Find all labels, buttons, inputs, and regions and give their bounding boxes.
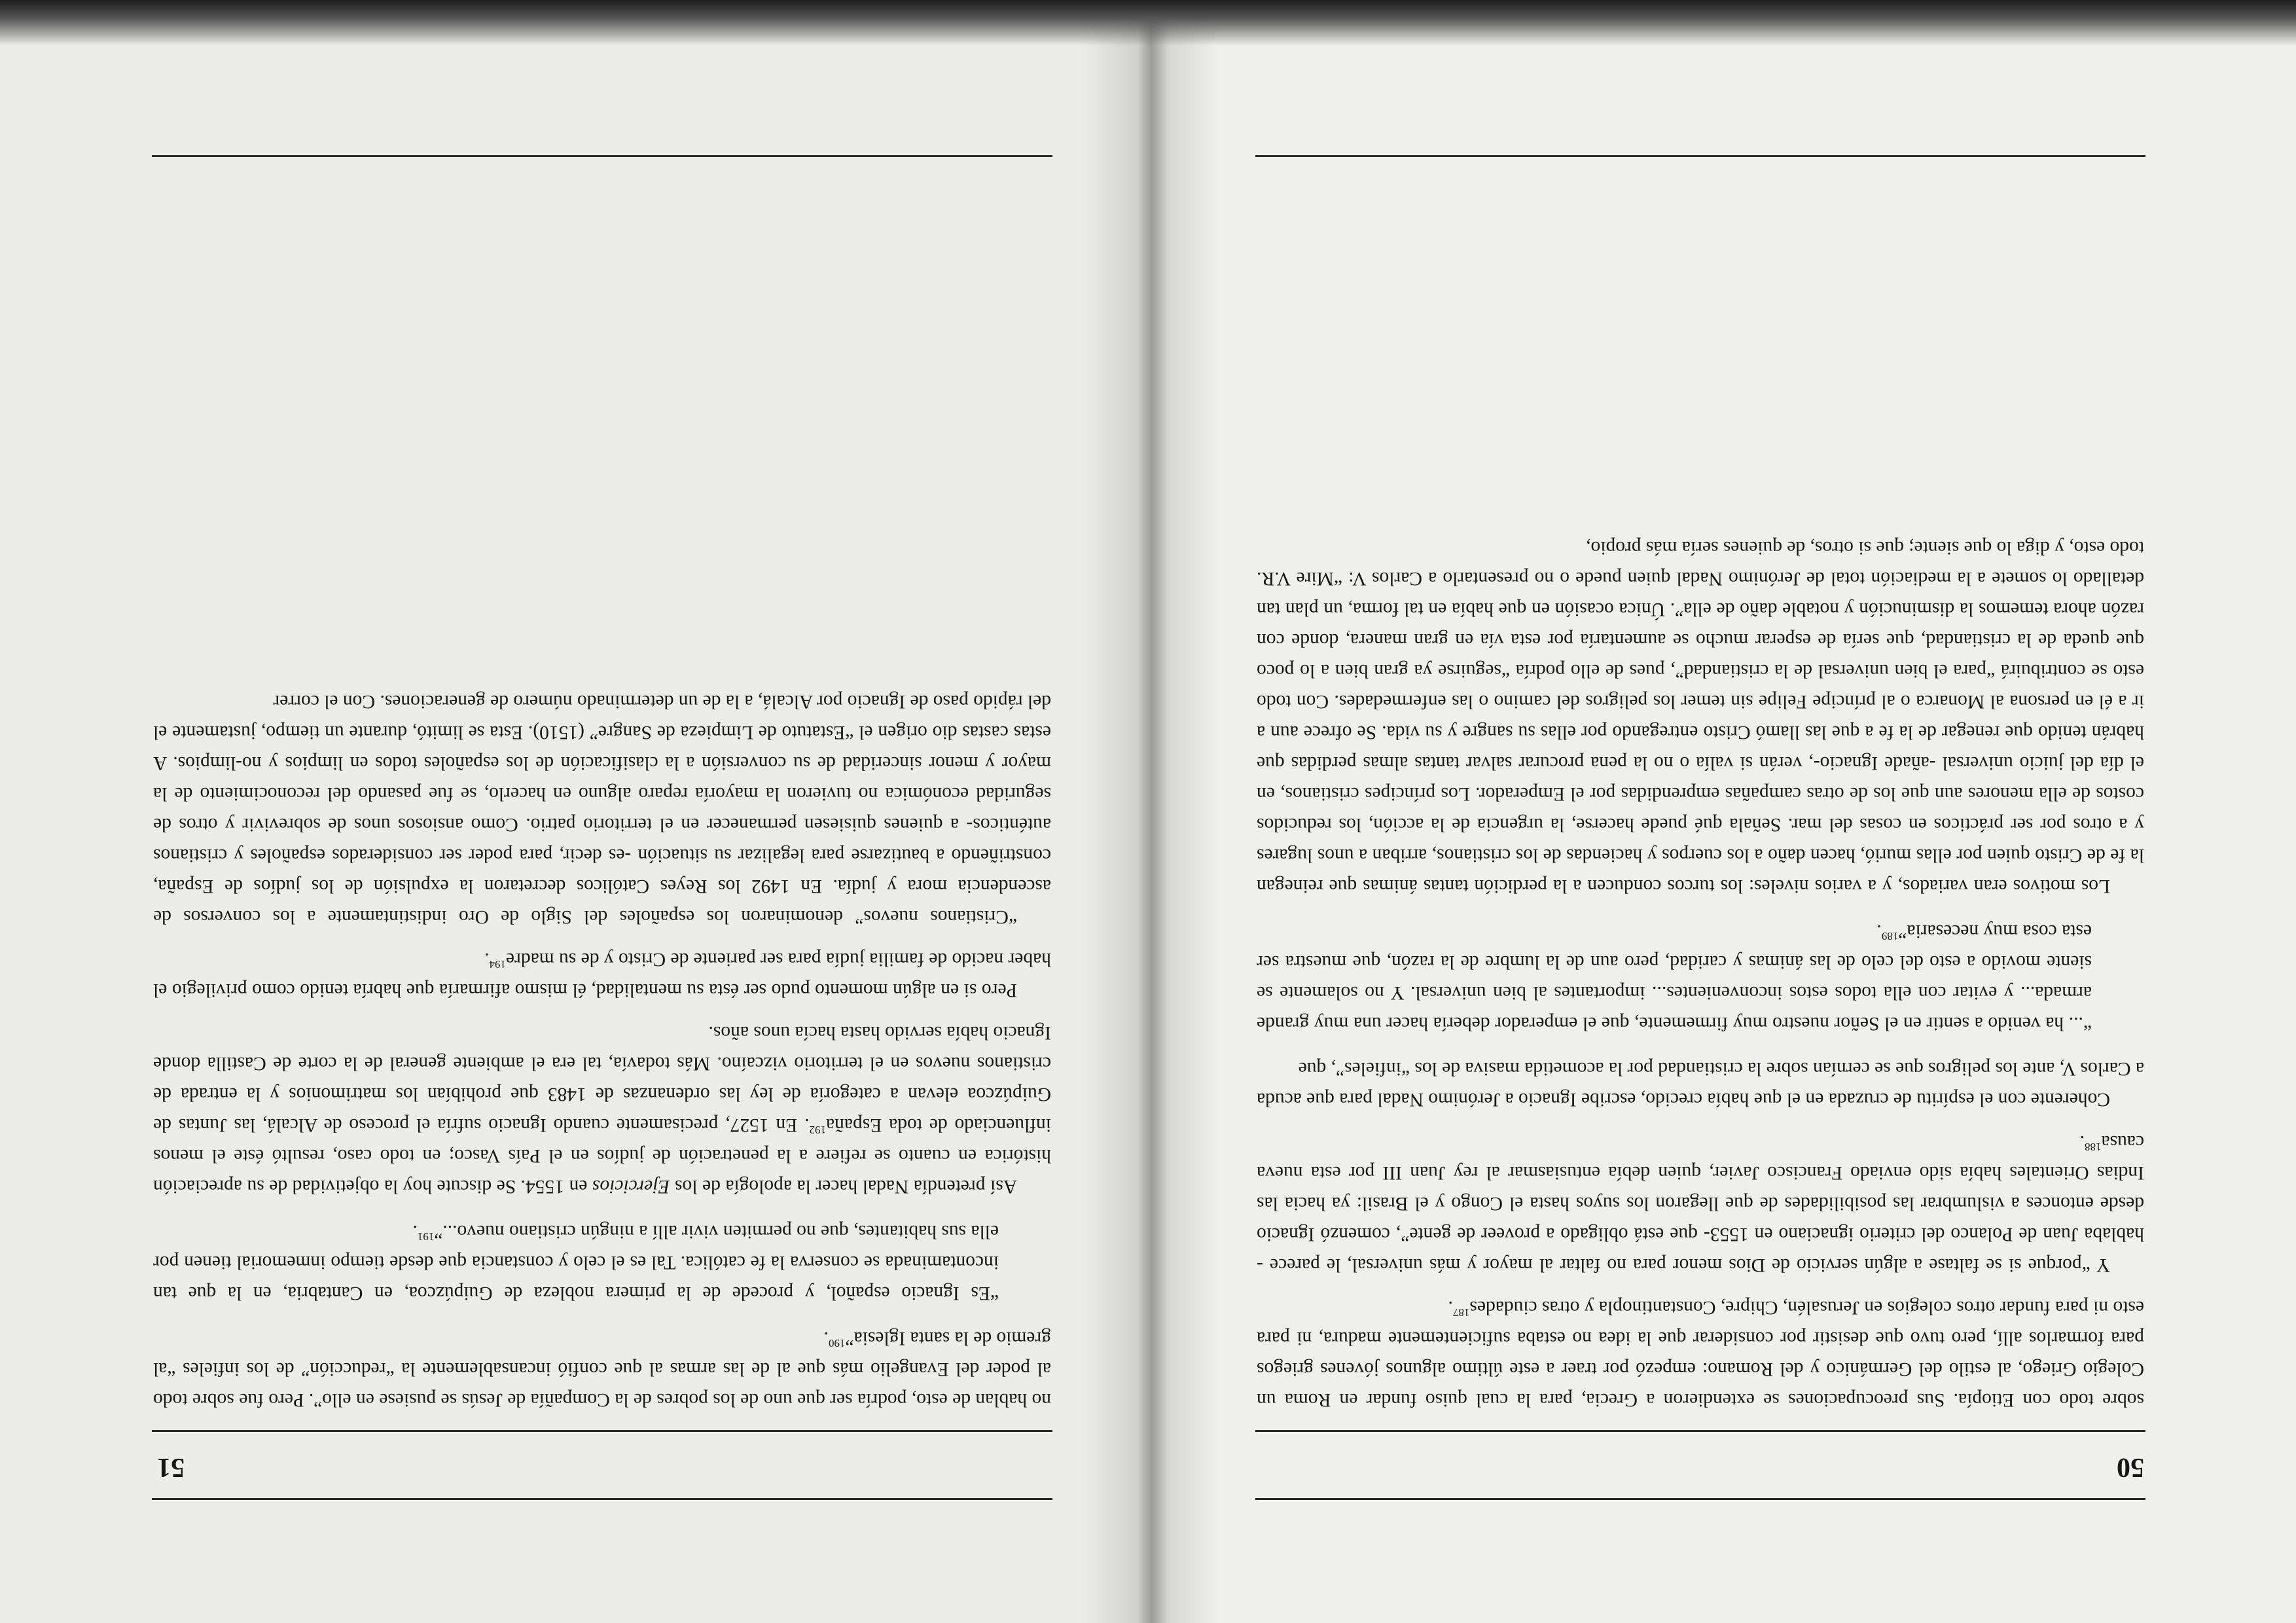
left-paragraph-1: sobre todo con Etiopía. Sus preocupaciones se extendieron a Grecia, para la cual quiso fundar en Roma un Colegio Griego, al estilo del Germánico y del Romano: empezó por traer a este último algunos jóvenes griegos para formarlos allí, pero tuvo que desistir por considerar que la idea no estaba suficientemente madura, ni para esto ni para fundar otros colegios en Jerusalén, Chipre, Constantinopla y otras ciudades$^{187}$. <box>1257 1297 2144 1410</box>
left-header-rule <box>1255 1498 2145 1500</box>
left-paragraph-5: Los motivos eran variados, y a varios niveles: los turcos conducen a la perdición tantas ánimas que reinegan la fe de Cristo quien por ellas murió, hacen daño a los cuerpos y haciendas de los cristianos, arriban a unos lugares y a otros por ser prácticos en cosas del mar. Señala qué puede hacerse, la urgencia de la acción, los reducidos costos de ella menores aun que los de otras campañas emprendidas por el Emperador. Los príncipes cristianos, en el día del juicio universal -añade Ignacio-, verán si valía o no la pena procurar salvar tantas almas perdidas que habrán tenido que renegar de la fe a que las llamó Cristo entregando por ellas su sangre y su vida. Se ofrece aun a ir a él en persona al Monarca o al príncipe Felipe sin temer los peligros del camino o las enfermedades. Con todo esto se contribuirá “para el bien universal de la cristiandad”, pues de ello podría “seguirse ya gran bien a lo poco que queda de la cristiandad, que sería de esperar mucho se aumentaría por esta vía en gran manera, donde con razón ahora tememos la disminución y notable daño de ella”. Única ocasión en que había en tal forma, un plan tan detallado lo somete a la mediación total de Jerónimo Nadal quien puede o no presentarlo a Carlos V: “Mire V.R. todo esto, y diga lo que siente; que si otros, de quienes sería más propio, <box>1257 537 2144 897</box>
footnote-marker: 187 <box>1452 1306 1470 1319</box>
left-footer-rule <box>1255 155 2145 157</box>
right-block-quote: “Es Ignacio español, y procede de la primera nobleza de Guipúzcoa, en Cantabria, en la que tan incontaminada se conserva la fe católica. Tal es el celo y constancia que desde tiempo inmemorial tienen por ella sus habitantes, que no permiten vivir allí a ningún cristiano nuevo...”$^{191}$. <box>153 1221 999 1304</box>
left-block-quote: “... ha venido a sentir en el Señor nuestro muy firmemente, que el emperador debería hacer una muy grande armada... y evitar con ella todos estos inconvenientes... importantes al bien universal. Y no solamente se siente movido a esto del celo de las ánimas y caridad, pero aun de la lumbre de la razón, que muestra ser esta cosa muy necesaria”$^{189}$. <box>1257 921 2092 1034</box>
right-header-rule-lower <box>152 1430 1052 1432</box>
right-paragraph-4: Pero si en algún momento pudo ser ésta su mentalidad, él mismo afirmaría que habría tenido como privilegio el haber nacido de familia judía para ser pariente de Cristo y de su madre$^{194}$. <box>153 949 1051 1001</box>
right-paragraph-5: “Cristianos nuevos” denominaron los españoles del Siglo de Oro indistintamente a los conversos de ascendencia mora y judía. En 1492 los Reyes Católicos decretaron la expulsión de los judíos de España, constriñendo a bautizarse para legalizar su situación -es decir, para poder ser considerados españoles y cristianos auténticos- a quienes quisiesen permanecer en el territorio patrio. Como ansiosos unos de sobrevivir y otros de seguridad económica no tuvieron la mayoría reparo alguno en hacerlo, se fue pasando del reconocimiento de la mayor y menor sinceridad de su conversión a la clasificación de los españoles todos en limpios y no-limpios. A estas castas dio origen el “Estatuto de Limpieza de Sangre” (1510). Esta se limitó, durante un tiempo, justamente el del rápido paso de Ignacio por Alcalá, a la de un determinado número de generaciones. Con el correr <box>153 691 1051 927</box>
right-page-number: 51 <box>157 1452 185 1482</box>
right-paragraph-3: Así pretendía Nadal hacer la apología de los Ejercicios en 1554. Se discute hoy la objetividad de su apreciación histórica en cuanto se refiere a la penetración de judíos en el País Vasco; en todo caso, resultó éste el menos influenciado de toda España$^{192}$. En 1527, precisamente cuando Ignacio sufría el proceso de Alcalá, las Juntas de Guipúzcoa elevan a categoría de ley las ordenanzas de 1483 que prohibían los matrimonios y la entrada de cristianos nuevos en el territorio vizcaíno. Más todavía, tal era el ambiente general de la corte de Castilla donde Ignacio había servido hasta hacía unos años. <box>152 1022 1051 1197</box>
footnote-marker: 189 <box>1881 929 1899 942</box>
footnote-marker: 192 <box>809 1123 827 1136</box>
left-paragraph-2: Y “porque si se faltase a algún servicio de Dios menor para no faltar al mayor y más universal, le parece -hablaba Juan de Polanco del criterio ignaciano en 1553- que está obligado a proveer de gente”, comenzó Ignacio desde entonces a vislumbrar las posibilidades de que llegaron los suyos hasta el Congo y el Brasil: ya hacia las Indias Orientales había sido enviado Francisco Javier, quien debía entusiasmar al rey Juan III por esta nueva causa$^{188}$. <box>1257 1132 2144 1275</box>
right-paragraph-1: no hablan de esto, podría ser que uno de los pobres de la Compañía de Jesús se pusiese en ello”. Pero fue sobre todo al poder del Evangelio más que al de las armas al que confió incansablemente la “reducción” de los infieles “al gremio de la santa Iglesia”$^{190}$. <box>153 1328 1051 1410</box>
left-page-number: 50 <box>2117 1452 2144 1482</box>
right-header-rule <box>152 1498 1052 1500</box>
left-text-block <box>1257 532 2144 1415</box>
right-footer-rule <box>152 155 1052 157</box>
scanner-edge-shadow <box>0 0 2296 46</box>
footnote-marker: 191 <box>417 1230 435 1243</box>
footnote-marker: 194 <box>489 957 506 971</box>
footnote-marker: 190 <box>828 1336 846 1349</box>
right-text-block <box>153 686 1051 1415</box>
left-header-rule-lower <box>1255 1430 2145 1432</box>
footnote-marker: 188 <box>2084 1140 2102 1153</box>
left-paragraph-3: Coherente con el espíritu de cruzada en el que había crecido, escribe Ignacio a Jerónimo Nadal para que acuda a Carlos V, ante los peligros que se cernían sobre la cristiandad por la acometida masiva de los “infieles”, que <box>1257 1058 2144 1110</box>
